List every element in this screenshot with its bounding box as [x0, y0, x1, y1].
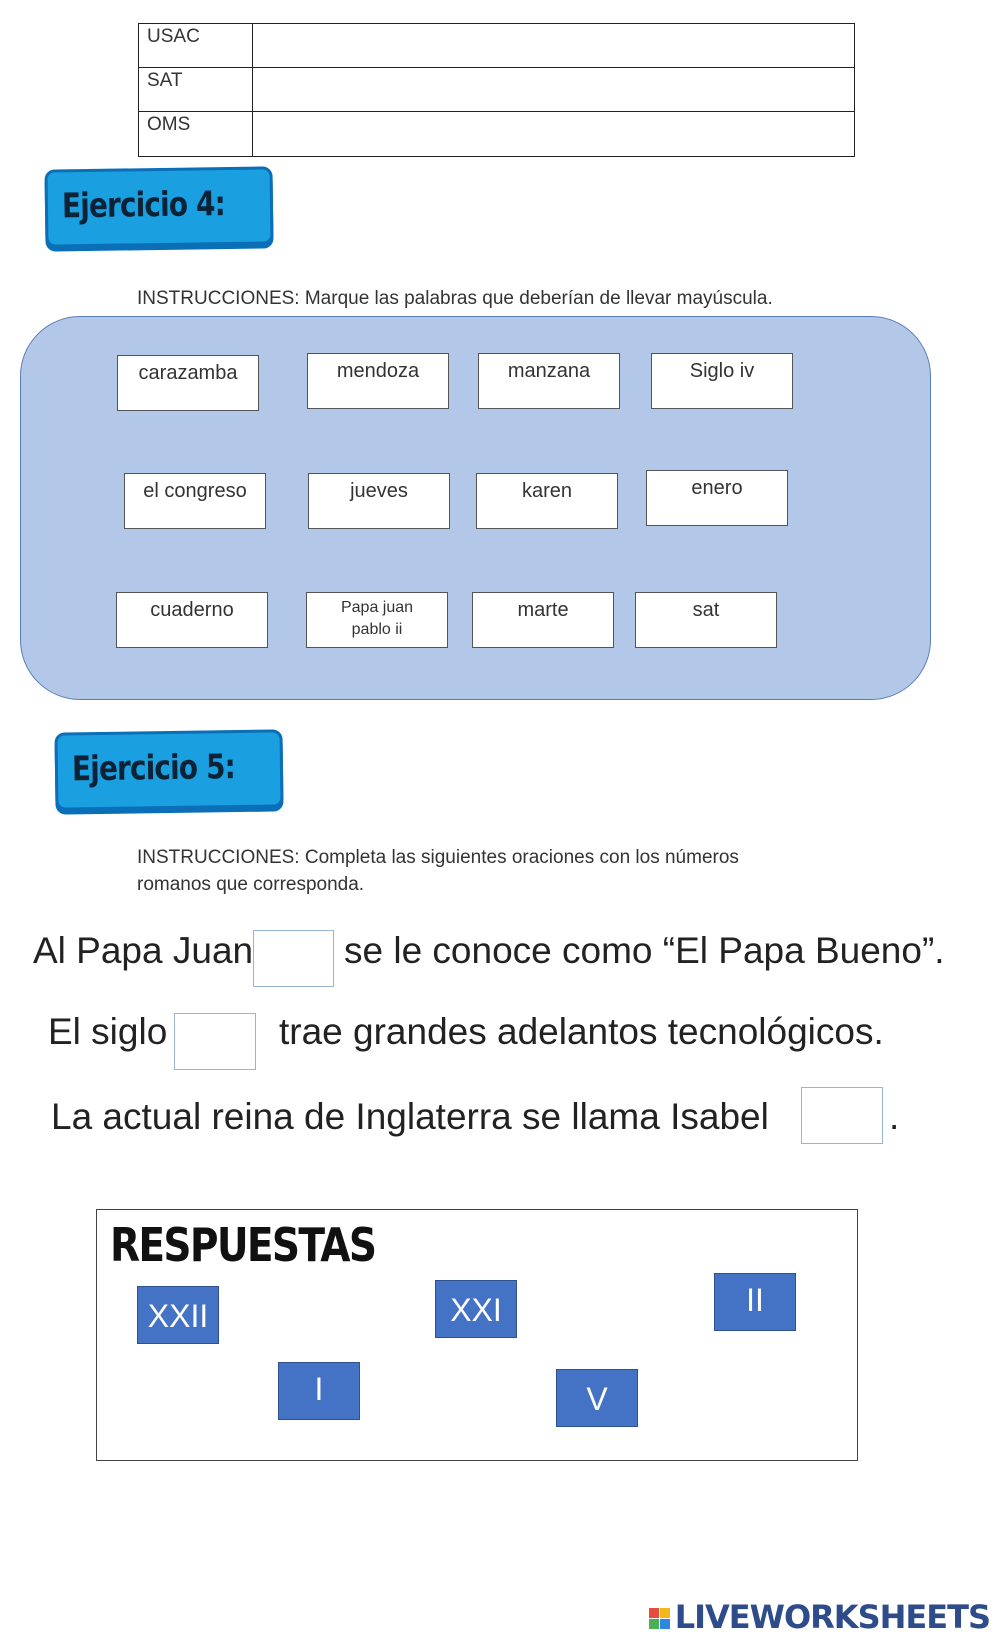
acronym-answer-field[interactable]	[253, 24, 854, 67]
acronym-row	[139, 68, 854, 112]
sentence-2-blank[interactable]	[174, 1013, 256, 1070]
word-option[interactable]: Siglo iv	[651, 353, 793, 409]
sentence-3-before: La actual reina de Inglaterra se llama Isabel	[51, 1096, 769, 1137]
sentence-2-before: El siglo	[48, 1011, 168, 1052]
exercise5-instructions	[137, 844, 739, 898]
word-option[interactable]: enero	[646, 470, 788, 526]
word-option[interactable]: el congreso	[124, 473, 266, 529]
exercise4-instructions: INSTRUCCIONES: Marque las palabras que deberían de llevar mayúscula.	[137, 288, 773, 309]
acronym-label: SAT	[139, 68, 253, 111]
acronym-label: OMS	[139, 112, 253, 156]
acronym-answer-field[interactable]	[253, 112, 854, 156]
sentence-1-after: se le conoce como “El Papa Bueno”.	[344, 930, 945, 971]
word-option[interactable]: marte	[472, 592, 614, 648]
liveworksheets-logo-text: LIVEWORKSHEETS	[674, 1598, 990, 1636]
answer-tile[interactable]: I	[278, 1362, 360, 1420]
exercise5-banner	[54, 729, 283, 810]
sentence-1-blank[interactable]	[253, 930, 334, 987]
answer-tile[interactable]: II	[714, 1273, 796, 1331]
liveworksheets-logo	[649, 1598, 990, 1636]
word-option[interactable]: sat	[635, 592, 777, 648]
exercise4-banner	[44, 166, 273, 247]
acronym-row	[139, 112, 854, 156]
exercise5-instructions-line2: romanos que corresponda.	[137, 874, 365, 895]
answer-tile[interactable]: XXI	[435, 1280, 517, 1338]
acronym-row	[139, 24, 854, 68]
acronym-table	[138, 23, 855, 157]
exercise5-instructions-line1: INSTRUCCIONES: Completa las siguientes oraciones con los números	[137, 847, 739, 868]
word-option[interactable]: mendoza	[307, 353, 449, 409]
word-option[interactable]: karen	[476, 473, 618, 529]
word-option[interactable]: Papa juan pablo ii	[306, 592, 448, 648]
acronym-answer-field[interactable]	[253, 68, 854, 111]
answer-tile[interactable]: V	[556, 1369, 638, 1427]
acronym-label: USAC	[139, 24, 253, 67]
word-option[interactable]: cuaderno	[116, 592, 268, 648]
liveworksheets-logo-icon	[649, 1608, 671, 1630]
word-option[interactable]: manzana	[478, 353, 620, 409]
exercise4-title: Ejercicio 4:	[61, 184, 226, 227]
word-option[interactable]: carazamba	[117, 355, 259, 411]
sentence-3-blank[interactable]	[801, 1087, 883, 1144]
answer-tile[interactable]: XXII	[137, 1286, 219, 1344]
answers-title: RESPUESTAS	[110, 1218, 376, 1272]
exercise5-title: Ejercicio 5:	[71, 747, 236, 790]
sentence-1-before: Al Papa Juan	[33, 930, 254, 971]
sentence-3-after: .	[889, 1096, 900, 1137]
word-option[interactable]: jueves	[308, 473, 450, 529]
sentence-2-after: trae grandes adelantos tecnológicos.	[279, 1011, 884, 1052]
